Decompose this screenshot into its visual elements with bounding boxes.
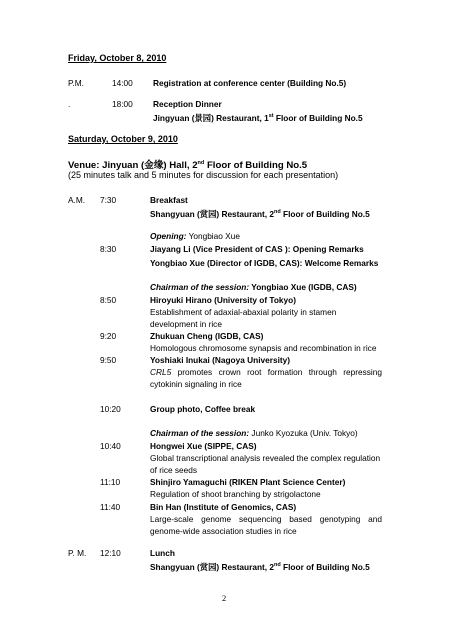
presentation-note: (25 minutes talk and 5 minutes for discussion for each presentation) bbox=[68, 170, 339, 180]
opening-time: 8:30 bbox=[100, 244, 117, 254]
venue-line: Venue: Jinyuan (金缘) Hall, 2nd Floor of Building No.5 bbox=[68, 159, 308, 171]
lunch-time: 12:10 bbox=[100, 548, 121, 558]
talk-1-time: 8:50 bbox=[100, 295, 117, 305]
talk-4-speaker: Hongwei Xue (SIPPE, CAS) bbox=[150, 441, 257, 451]
talk-5-time: 11:10 bbox=[100, 477, 121, 487]
friday-row-1-time: 14:00 bbox=[112, 78, 133, 88]
talk-6-speaker: Bin Han (Institute of Genomics, CAS) bbox=[150, 502, 297, 512]
talk-3-title: CRL5 promotes crown root formation through repressing cytokinin signaling in rice bbox=[150, 367, 382, 389]
welcome-remarks: Yongbiao Xue (Director of IGDB, CAS): Welcome Remarks bbox=[150, 258, 379, 268]
talk-1-speaker: Hiroyuki Hirano (University of Tokyo) bbox=[150, 295, 296, 305]
breakfast-venue: Shangyuan (赏园) Restaurant, 2nd Floor of Building No.5 bbox=[150, 209, 370, 219]
break-time: 10:20 bbox=[100, 404, 121, 414]
friday-heading: Friday, October 8, 2010 bbox=[68, 53, 167, 63]
talk-2-time: 9:20 bbox=[100, 331, 117, 341]
session-2-chair: Chairman of the session: Junko Kyozuka (Univ. Tokyo) bbox=[150, 428, 358, 438]
friday-row-2-text: Reception Dinner bbox=[153, 99, 222, 109]
lunch-period: P. M. bbox=[68, 548, 87, 558]
page-number: 2 bbox=[222, 593, 227, 603]
talk-6-time: 11:40 bbox=[100, 502, 121, 512]
talk-3-time: 9:50 bbox=[100, 355, 117, 365]
talk-1-title: Establishment of adaxial-abaxial polarity in stamen development in rice bbox=[150, 307, 337, 329]
saturday-heading: Saturday, October 9, 2010 bbox=[68, 134, 178, 144]
friday-row-1-period: P.M. bbox=[68, 78, 84, 88]
talk-2-title: Homologous chromosome synapsis and recombination in rice bbox=[150, 343, 377, 353]
breakfast-title: Breakfast bbox=[150, 195, 188, 205]
talk-5-title: Regulation of shoot branching by strigolactone bbox=[150, 489, 321, 499]
opening-chair: Opening: Yongbiao Xue bbox=[150, 231, 240, 241]
session-1-chair: Chairman of the session: Yongbiao Xue (IGDB, CAS) bbox=[150, 282, 357, 292]
talk-4-time: 10:40 bbox=[100, 441, 121, 451]
talk-2-speaker: Zhukuan Cheng (IGDB, CAS) bbox=[150, 331, 264, 341]
break-text: Group photo, Coffee break bbox=[150, 404, 256, 414]
friday-row-2-period: . bbox=[68, 99, 71, 109]
breakfast-period: A.M. bbox=[68, 195, 86, 205]
opening-remarks: Jiayang Li (Vice President of CAS ): Opening Remarks bbox=[150, 244, 364, 254]
friday-row-2-time: 18:00 bbox=[112, 99, 133, 109]
friday-row-1-text: Registration at conference center (Building No.5) bbox=[153, 78, 347, 88]
talk-3-speaker: Yoshiaki Inukai (Nagoya University) bbox=[150, 355, 291, 365]
talk-4-title: Global transcriptional analysis revealed the complex regulation of rice seeds bbox=[150, 453, 381, 475]
lunch-title: Lunch bbox=[150, 548, 175, 558]
breakfast-time: 7:30 bbox=[100, 195, 117, 205]
dinner-venue: Jingyuan (景园) Restaurant, 1st Floor of Building No.5 bbox=[153, 113, 363, 123]
talk-6-title: Large-scale genome sequencing based genotyping and genome-wide association studies in rice bbox=[150, 514, 382, 536]
lunch-venue: Shangyuan (赏园) Restaurant, 2nd Floor of Building No.5 bbox=[150, 562, 370, 572]
talk-5-speaker: Shinjiro Yamaguchi (RIKEN Plant Science Center) bbox=[150, 477, 346, 487]
